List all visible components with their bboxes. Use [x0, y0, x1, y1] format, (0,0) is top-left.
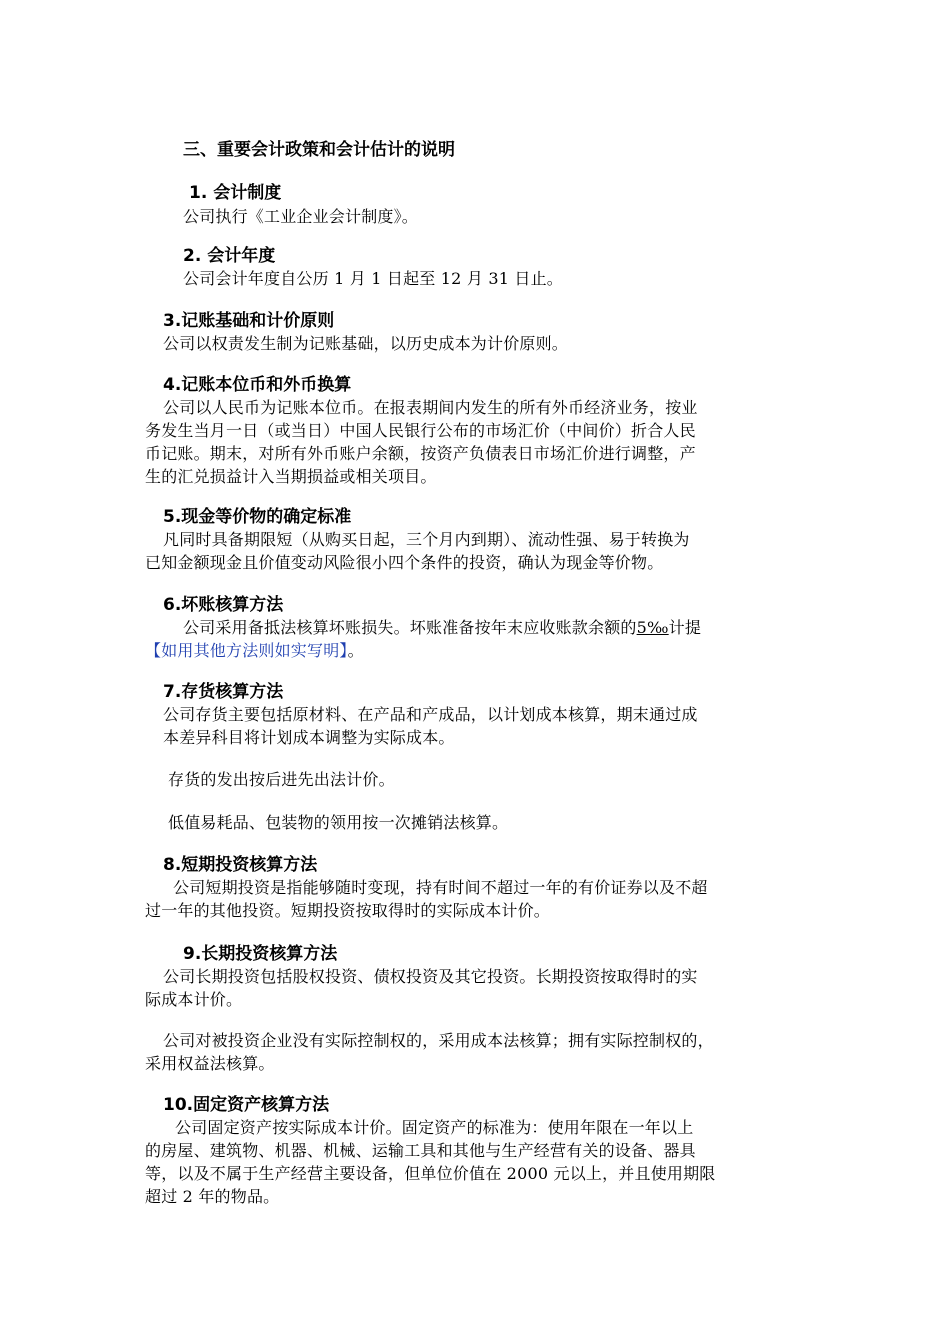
text-span: 计提	[668, 618, 702, 637]
paragraph-line: 超过 2 年的物品。	[145, 1187, 280, 1206]
paragraph-line: 的房屋、建筑物、机器、机械、运输工具和其他与生产经营有关的设备、器具	[145, 1141, 696, 1160]
text-span: 。	[347, 641, 364, 660]
section-heading: 6.坏账核算方法	[163, 595, 284, 615]
paragraph-line: 公司对被投资企业没有实际控制权的，采用成本法核算；拥有实际控制权的，	[163, 1031, 714, 1050]
paragraph-line: 采用权益法核算。	[145, 1054, 275, 1073]
paragraph-line: 公司以人民币为记账本位币。在报表期间内发生的所有外币经济业务，按业	[163, 398, 698, 417]
paragraph-line: 公司会计年度自公历 1 月 1 日起至 12 月 31 日止。	[183, 269, 563, 288]
paragraph-line: 存货的发出按后进先出法计价。	[168, 770, 395, 789]
paragraph-line: 公司以权责发生制为记账基础，以历史成本为计价原则。	[163, 334, 569, 353]
section-heading: 5.现金等价物的确定标准	[163, 507, 352, 527]
section-heading: 10.固定资产核算方法	[163, 1095, 330, 1115]
paragraph-line: 凡同时具备期限短（从购买日起，三个月内到期）、流动性强、易于转换为	[163, 530, 690, 549]
paragraph-line: 已知金额现金且价值变动风险很小四个条件的投资，确认为现金等价物。	[145, 553, 664, 572]
section-heading: 4.记账本位币和外币换算	[163, 375, 352, 395]
section-heading: 3.记账基础和计价原则	[163, 311, 335, 331]
paragraph-line: 公司固定资产按实际成本计价。固定资产的标准为：使用年限在一年以上	[175, 1118, 694, 1137]
paragraph-line: 等，以及不属于生产经营主要设备，但单位价值在 2000 元以上，并且使用期限	[145, 1164, 716, 1183]
paragraph-line: 务发生当月一日（或当日）中国人民银行公布的市场汇价（中间价）折合人民	[145, 421, 696, 440]
paragraph-line: 币记账。期末，对所有外币账户余额，按资产负债表日市场汇价进行调整，产	[145, 444, 696, 463]
rate-value: 5‰	[636, 618, 669, 637]
paragraph-line: 本差异科目将计划成本调整为实际成本。	[163, 728, 455, 747]
paragraph-line: 际成本计价。	[145, 990, 243, 1009]
section-heading: 9.长期投资核算方法	[183, 944, 338, 964]
section-heading: 2. 会计年度	[183, 246, 276, 266]
paragraph-line: 过一年的其他投资。短期投资按取得时的实际成本计价。	[145, 901, 551, 920]
paragraph-line: 低值易耗品、包装物的领用按一次摊销法核算。	[168, 813, 509, 832]
section-heading: 8.短期投资核算方法	[163, 855, 318, 875]
paragraph-line: 公司存货主要包括原材料、在产品和产成品，以计划成本核算，期末通过成	[163, 705, 698, 724]
editor-note: 【如用其他方法则如实写明】	[145, 641, 348, 660]
section-heading: 7.存货核算方法	[163, 682, 284, 702]
paragraph-line	[183, 616, 701, 639]
page-title: 三、重要会计政策和会计估计的说明	[183, 140, 455, 160]
paragraph-line: 公司执行《工业企业会计制度》。	[183, 207, 419, 226]
text-span: 公司采用备抵法核算坏账损失。坏账准备按年末应收账款余额的	[183, 618, 637, 637]
paragraph-line	[145, 639, 364, 662]
paragraph-line: 公司长期投资包括股权投资、债权投资及其它投资。长期投资按取得时的实	[163, 967, 698, 986]
section-heading: 1. 会计制度	[189, 183, 282, 203]
paragraph-line: 公司短期投资是指能够随时变现，持有时间不超过一年的有价证券以及不超	[173, 878, 708, 897]
paragraph-line: 生的汇兑损益计入当期损益或相关项目。	[145, 467, 437, 486]
